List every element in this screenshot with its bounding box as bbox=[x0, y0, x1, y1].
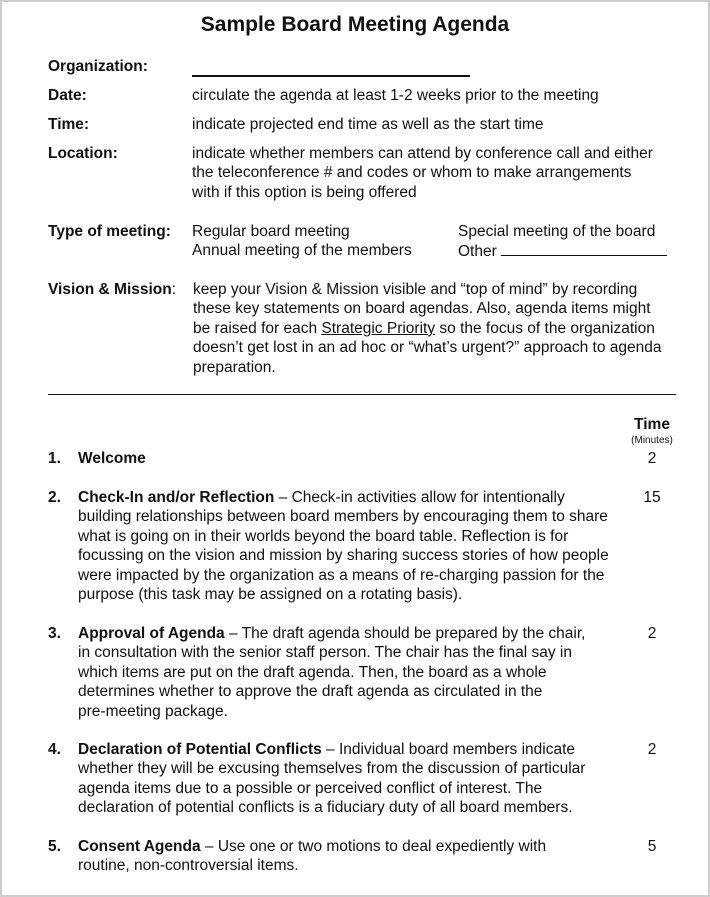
vision-line: these key statements on board agendas. Also, agenda items might bbox=[193, 300, 651, 318]
organization-blank-line bbox=[192, 58, 470, 77]
strategic-priority-link[interactable]: Strategic Priority bbox=[321, 319, 436, 337]
item-text bbox=[78, 837, 628, 876]
item-line: declaration of potential conflicts is a fiduciary duty of all board members. bbox=[78, 799, 573, 817]
meeting-type-annual: Annual meeting of the members bbox=[192, 242, 412, 259]
time-column-header bbox=[622, 416, 682, 446]
time-column-subtitle: (Minutes) bbox=[631, 435, 673, 446]
item-text bbox=[78, 488, 628, 604]
item-number: 4. bbox=[48, 741, 61, 758]
item-line bbox=[78, 837, 628, 856]
item-dash: – bbox=[200, 838, 218, 855]
meeting-type-regular: Regular board meeting bbox=[192, 223, 350, 240]
item-line: which items are put on the draft agenda. Then, the board as a whole bbox=[78, 663, 547, 681]
meeting-type-other bbox=[458, 241, 667, 261]
item-text bbox=[78, 740, 628, 818]
item-first-line: Use one or two motions to deal expediently with bbox=[217, 838, 547, 855]
location-value bbox=[192, 144, 653, 202]
item-time: 5 bbox=[647, 838, 657, 855]
item-line: pre-meeting package. bbox=[78, 702, 228, 720]
item-title: Declaration of Potential Conflicts bbox=[78, 741, 322, 758]
organization-label: Organization: bbox=[48, 58, 148, 75]
item-time: 2 bbox=[647, 450, 657, 467]
location-line: with if this option is being offered bbox=[192, 183, 417, 201]
item-line: whether they will be excusing themselves from the discussion of particular bbox=[78, 760, 586, 778]
item-title: Consent Agenda bbox=[78, 838, 201, 855]
item-line: in consultation with the senior staff person. The chair has the final say in bbox=[78, 644, 572, 662]
item-dash: – bbox=[274, 489, 292, 506]
vision-mission-label: Vision & Mission bbox=[48, 281, 172, 298]
item-title: Approval of Agenda bbox=[78, 625, 225, 642]
item-line: focussing on the vision and mission by sharing success stories of how people bbox=[78, 547, 609, 565]
item-number: 5. bbox=[48, 838, 61, 855]
time-value: indicate projected end time as well as the start time bbox=[192, 116, 544, 133]
meeting-type-other-label: Other bbox=[458, 243, 497, 260]
item-time: 2 bbox=[647, 741, 657, 758]
item-number: 1. bbox=[48, 450, 61, 467]
item-dash: – bbox=[224, 625, 242, 642]
vision-line-part: so the focus of the organization bbox=[435, 319, 655, 337]
time-column-title: Time bbox=[634, 416, 670, 433]
item-title: Check-In and/or Reflection bbox=[78, 489, 275, 506]
location-line: indicate whether members can attend by conference call and either bbox=[192, 145, 653, 162]
vision-mission-text bbox=[193, 280, 683, 377]
item-time: 2 bbox=[647, 625, 657, 642]
item-time: 15 bbox=[643, 489, 661, 506]
item-first-line: The draft agenda should be prepared by the chair, bbox=[241, 625, 586, 642]
item-line: determines whether to approve the draft agenda as circulated in the bbox=[78, 683, 543, 701]
item-number: 2. bbox=[48, 489, 61, 506]
date-value: circulate the agenda at least 1-2 weeks prior to the meeting bbox=[192, 87, 599, 104]
item-line bbox=[78, 449, 628, 468]
item-line: were impacted by the organization as a means of re-charging passion for the bbox=[78, 566, 605, 584]
item-line bbox=[78, 740, 628, 759]
item-line: routine, non-controversial items. bbox=[78, 857, 299, 875]
item-line: agenda items due to a possible or perceived conflict of interest. The bbox=[78, 779, 543, 797]
item-text bbox=[78, 449, 628, 468]
item-first-line: Individual board members indicate bbox=[338, 741, 576, 758]
vision-line: doesn’t get lost in an ad hoc or “what’s urgent?” approach to agenda bbox=[193, 339, 662, 357]
item-line bbox=[78, 624, 628, 643]
item-line: what is going on in their worlds beyond the board table. Reflection is for bbox=[78, 527, 569, 545]
other-blank-line bbox=[501, 241, 667, 256]
item-line bbox=[78, 488, 628, 507]
item-first-line: Check-in activities allow for intentionally bbox=[291, 489, 565, 506]
item-line: building relationships between board members by encouraging them to share bbox=[78, 508, 608, 526]
item-number: 3. bbox=[48, 625, 61, 642]
location-label: Location: bbox=[48, 145, 118, 162]
time-label: Time: bbox=[48, 116, 90, 133]
meeting-type-label: Type of meeting: bbox=[48, 223, 171, 240]
meeting-type-special: Special meeting of the board bbox=[458, 223, 656, 240]
item-text bbox=[78, 624, 628, 721]
date-label: Date: bbox=[48, 87, 87, 104]
vision-line bbox=[193, 319, 683, 338]
vision-mission-heading bbox=[48, 280, 176, 299]
section-divider bbox=[48, 394, 676, 395]
item-line: purpose (this task may be assigned on a rotating basis). bbox=[78, 586, 463, 604]
page-title: Sample Board Meeting Agenda bbox=[200, 13, 510, 36]
vision-line: keep your Vision & Mission visible and “top of mind” by recording bbox=[193, 281, 638, 298]
location-line: the teleconference # and codes or whom to make arrangements bbox=[192, 164, 632, 182]
vision-line-part: be raised for each bbox=[193, 319, 322, 337]
vision-mission-colon: : bbox=[171, 281, 177, 298]
item-dash: – bbox=[321, 741, 339, 758]
vision-line: preparation. bbox=[193, 358, 276, 376]
item-title: Welcome bbox=[78, 450, 146, 467]
